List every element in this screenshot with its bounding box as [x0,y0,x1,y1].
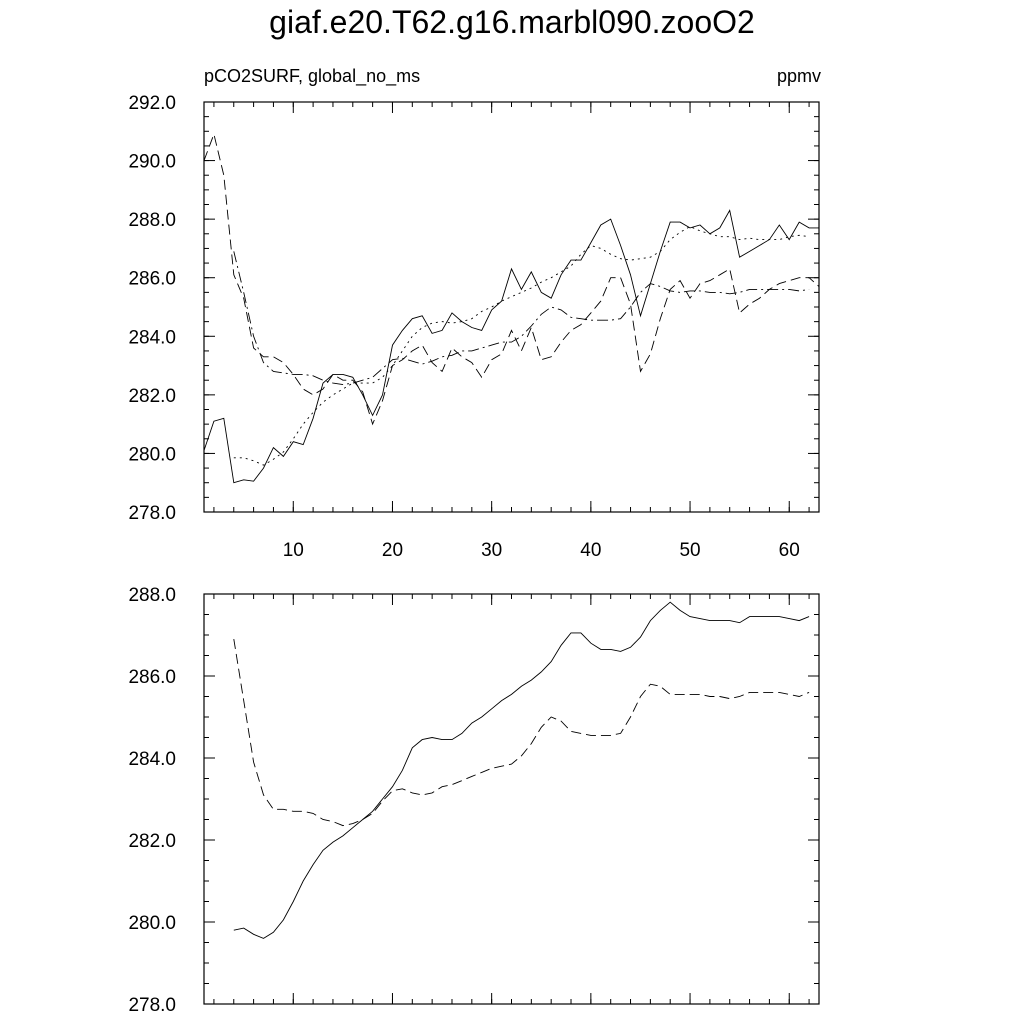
top-panel [128,93,819,561]
y-tick-label: 278.0 [128,503,176,524]
series-line-solid [204,210,819,482]
y-tick-label: 288.0 [128,210,176,232]
bottom-panel [128,585,819,1016]
series-line-dashed [234,639,809,826]
y-tick-label: 282.0 [128,831,176,852]
x-tick-label: 40 [580,540,602,561]
y-tick-label: 278.0 [128,995,176,1016]
y-tick-label: 284.0 [128,327,176,349]
y-tick-label: 280.0 [128,444,176,466]
y-tick-label: 282.0 [128,385,176,407]
series-line-solid [234,602,809,938]
y-tick-label: 292.0 [128,93,176,114]
plot-frame [204,102,819,512]
plot-frame [204,594,819,1004]
chart-title: giaf.e20.T62.g16.marbl090.zooO2 [269,4,755,40]
variable-label: pCO2SURF, global_no_ms [204,66,421,86]
y-tick-label: 290.0 [128,151,176,173]
y-tick-label: 288.0 [128,585,176,606]
series-line-dashdot [234,251,809,384]
x-tick-label: 60 [778,540,800,561]
units-label: ppmv [776,66,821,86]
y-tick-label: 286.0 [128,268,176,290]
y-tick-label: 284.0 [128,749,176,770]
x-tick-label: 10 [282,540,304,561]
x-tick-label: 30 [481,540,503,561]
series-line-dashed [204,134,819,424]
x-tick-label: 20 [381,540,404,561]
x-tick-label: 50 [679,540,701,561]
series-line-dotted [234,227,809,466]
y-tick-label: 286.0 [128,667,176,688]
y-tick-label: 280.0 [128,913,176,934]
